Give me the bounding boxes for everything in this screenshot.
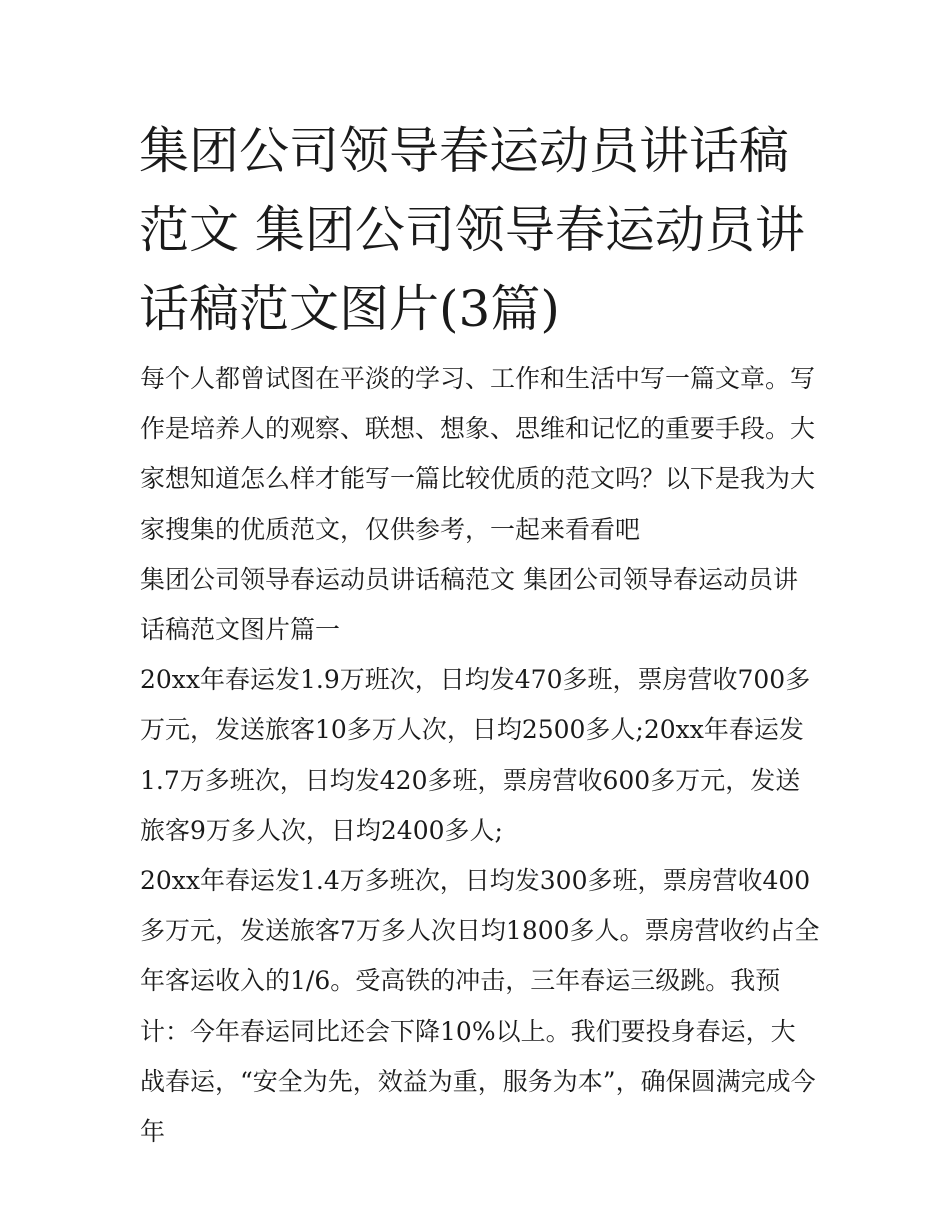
document-body	[140, 354, 820, 1157]
body-paragraph-1: 20xx年春运发1.9万班次，日均发470多班，票房营收700多万元，发送旅客10多万人次，日均2500多人;20xx年春运发1.7万多班次，日均发420多班，票房营收600多万元，发送旅客9万多人次，日均2400多人;	[140, 665, 811, 845]
body-paragraph-2: 20xx年春运发1.4万多班次，日均发300多班，票房营收400多万元，发送旅客7万多人次日均1800多人。票房营收约占全年客运收入的1/6。受高铁的冲击，三年春运三级跳。我预计：今年春运同比还会下降10%以上。我们要投身春运，大战春运，“安全为先，效益为重，服务为本”，确保圆满完成今年	[140, 866, 820, 1147]
section-heading: 集团公司领导春运动员讲话稿范文 集团公司领导春运动员讲话稿范文图片篇一	[140, 564, 798, 645]
document-title: 集团公司领导春运动员讲话稿范文 集团公司领导春运动员讲话稿范文图片(3篇)	[139, 122, 805, 338]
intro-paragraph: 每个人都曾试图在平淡的学习、工作和生活中写一篇文章。写作是培养人的观察、联想、想象、思维和记忆的重要手段。大家想知道怎么样才能写一篇比较优质的范文吗？以下是我为大家搜集的优质范文，仅供参考，一起来看看吧	[140, 364, 816, 544]
